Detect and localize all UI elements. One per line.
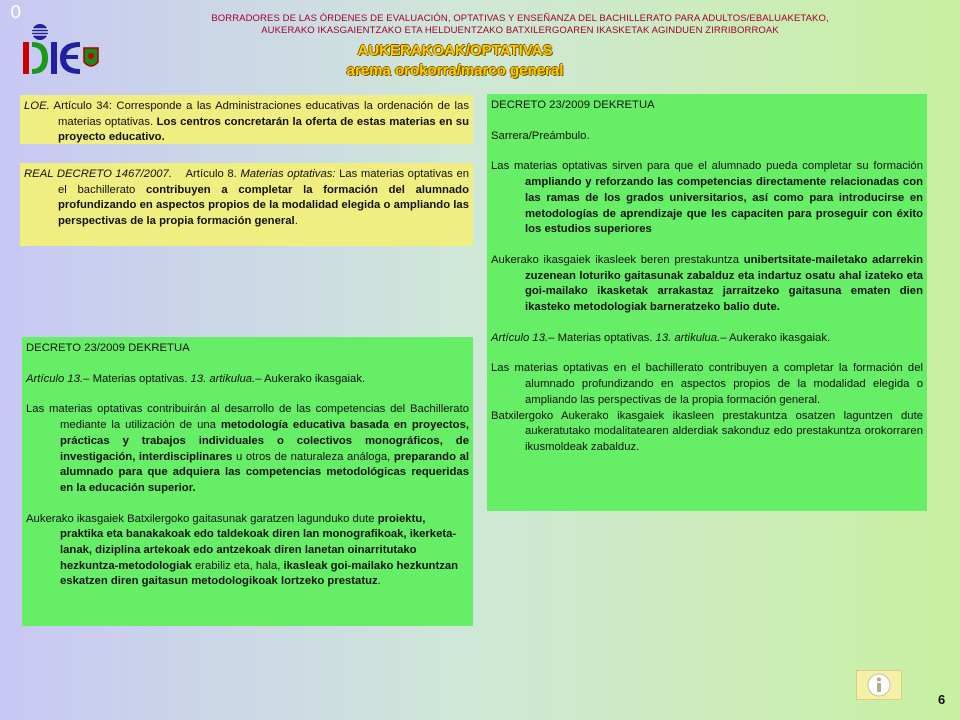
decreto-right-article: Artículo 13.– Materias optativas. 13. artikulua.– Aukerako ikasgaiak.: [491, 331, 831, 344]
page-title: AUKERAKOAK/OPTATIVAS: [357, 42, 553, 59]
decreto-right-box: [487, 94, 927, 511]
decreto-right-preamble: Sarrera/Preámbulo.: [491, 129, 590, 142]
page-number: 6: [938, 692, 946, 707]
loe-box: [20, 95, 473, 144]
decreto-right-paragraph-es-2: Las materias optativas en el bachillerato contribuyen a completar la formación del alumnado profundizando en aspectos propios de la modalidad elegida o ampliando las perspectivas de la propia formación general.: [491, 362, 923, 406]
slide-corner-number: 0: [10, 2, 22, 23]
logo-globe: [32, 24, 48, 40]
decreto-left-article: Artículo 13.– Materias optativas. 13. artikulua.– Aukerako ikasgaiak.: [26, 372, 366, 385]
decreto-left-heading: DECRETO 23/2009 DEKRETUA: [26, 342, 190, 354]
decreto-right-paragraph-eu-2: Batxilergoko Aukerako ikasgaiek ikasleen prestakuntza osatzen laguntzen dute aukeratutako modalitatearen alderdiak sakonduz edo prestakuntza orokorraren ikusmoldeak zabalduz.: [491, 409, 923, 453]
loe-paragraph: LOE. Artículo 34: Corresponde a las Administraciones educativas la ordenación de las materias optativas. Los centros concretarán la oferta de estas materias en su proyecto educativo.: [24, 100, 469, 144]
decreto-left-box: [22, 337, 473, 626]
die-logo-icon: [20, 22, 100, 77]
real-decreto-box: [20, 163, 473, 246]
basque-coat-icon: [84, 48, 98, 66]
info-button[interactable]: [856, 670, 902, 700]
decreto-left-paragraph-eu: Aukerako ikasgaiek Batxilergoko gaitasunak garatzen lagunduko dute proiektu, praktika eta banakakoak edo taldekoak diren lan monografikoak, ikerketa-lanak, diziplina artekoak edo antzekoak diren lanetan oinarritutako hezkuntza-metodologiak erabiliz eta, hala, ikasleak goi-mailako hezkuntzan eskatzen diren gaitasun metodologikoak lortzeko prestatuz.: [26, 512, 459, 588]
info-icon: [867, 673, 891, 697]
header-line-2: AUKERAKO IKASGAIENTZAKO ETA HELDUENTZAKO BATXILERGOAREN IKASKETAK AGINDUEN ZIRRIBORROAK: [261, 25, 779, 36]
real-decreto-paragraph: REAL DECRETO 1467/2007. Artículo 8. Materias optativas: Las materias optativas en el bachillerato contribuyen a completar la formación del alumnado profundizando en aspectos propios de la modalidad elegida o ampliando las perspectivas de la propia formación general.: [24, 168, 470, 228]
page-subtitle: arema orokorra/marco general: [346, 62, 564, 79]
decreto-right-paragraph-eu: Aukerako ikasgaiek ikasleek beren prestakuntza unibertsitate-mailetako adarrekin zuzenean loturiko gaitasunak zabalduz eta indartuz osatu ahal izateko eta goi-mailako ikasketak arrakastaz jarraitzeko gaitasuna ematen dien ikasteko metodologiak barneratzeko balio dute.: [491, 253, 923, 314]
header-line-1: BORRADORES DE LAS ÓRDENES DE EVALUACIÓN, OPTATIVAS Y ENSEÑANZA DEL BACHILLERATO PARA ADULTOS/EBALUAKETAKO,: [211, 13, 829, 24]
decreto-right-heading: DECRETO 23/2009 DEKRETUA: [491, 99, 655, 111]
decreto-right-paragraph-es: Las materias optativas sirven para que el alumnado pueda completar su formación ampliando y reforzando las competencias directamente relacionadas con las ramas de los grados universitarios, así como para introducirse en metodologías de aprendizaje que les capaciten para proseguir con éxito los estudios superiores: [491, 160, 923, 236]
decreto-left-paragraph-es: Las materias optativas contribuirán al desarrollo de las competencias del Bachillerato mediante la utilización de una metodología educativa basada en proyectos, prácticas y trabajos individuales o colectivos monográficos, de investigación, interdisciplinares u otros de naturaleza análoga, preparando al alumnado para que adquiera las competencias metodológicas requeridas en la educación superior.: [26, 403, 469, 494]
